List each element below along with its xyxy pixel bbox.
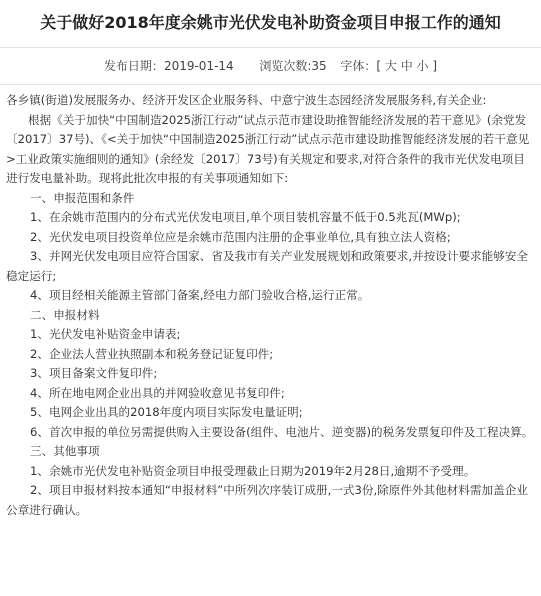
materials-item-1: 1、光伏发电补贴资金申请表; bbox=[30, 327, 181, 341]
font-size-small-link[interactable]: 小 bbox=[416, 59, 429, 73]
materials-item-4: 4、所在地电网企业出具的并网验收意见书复印件; bbox=[30, 385, 285, 400]
materials-item-2: 2、企业法人营业执照副本和税务登记证复印件; bbox=[30, 346, 274, 361]
font-size-bracket-close: ] bbox=[432, 59, 438, 73]
font-size-large-link[interactable]: 大 bbox=[384, 59, 397, 73]
article-title: 关于做好2018年度余姚市光伏发电补助资金项目申报工作的通知 bbox=[40, 13, 501, 32]
other-item-2: 2、项目申报材料按本通知“申报材料”中所列次序装订成册,一式3份,除原件外其他材料需加盖企业公章进行确认。 bbox=[6, 483, 528, 517]
font-size-bracket-open: [ bbox=[376, 59, 382, 73]
salutation-paragraph: 各乡镇(街道)发展服务办、经济开发区企业服务科、中意宁波生态园经济发展服务科,有关企业: bbox=[6, 93, 487, 107]
article-meta-bar bbox=[0, 48, 541, 84]
font-size-label: 字体： bbox=[340, 59, 377, 73]
scope-item-2: 2、光伏发电项目投资单位应是余姚市范围内注册的企事业单位,具有独立法人资格; bbox=[30, 229, 451, 244]
intro-paragraph: 根据《关于加快“中国制造2025浙江行动”试点示范市建设助推智能经济发展的若干意见》(余党发〔2017〕37号)、《<关于加快“中国制造2025浙江行动”试点示范市建设助推智能经济发展的若干意见>工业政策实施细则的通知》(余经发〔2017〕73号)有关规定和要求,对符合条件的我市光伏发电项目进行发电量补助。现将此批次申报的有关事项通知如下: bbox=[6, 112, 530, 185]
publish-date-value: 2019-01-14 bbox=[163, 59, 234, 73]
scope-item-4: 4、项目经相关能源主管部门备案,经电力部门验收合格,运行正常。 bbox=[30, 288, 370, 302]
materials-item-3: 3、项目备案文件复印件; bbox=[30, 366, 158, 380]
scope-item-1: 1、在余姚市范围内的分布式光伏发电项目,单个项目装机容量不低于0.5兆瓦(MWp); bbox=[30, 210, 461, 224]
materials-item-5: 5、电网企业出具的2018年度内项目实际发电量证明; bbox=[30, 405, 303, 419]
section-heading-materials: 二、申报材料 bbox=[30, 307, 100, 322]
section-heading-scope: 一、申报范围和条件 bbox=[30, 190, 135, 205]
font-size-medium-link[interactable]: 中 bbox=[400, 59, 413, 73]
materials-item-6: 6、首次申报的单位另需提供购入主要设备(组件、电池片、逆变器)的税务发票复印件及工程决算。 bbox=[30, 424, 534, 439]
view-count-value: 35 bbox=[311, 59, 327, 73]
view-count-label: 浏览次数: bbox=[259, 59, 312, 73]
scope-item-3: 3、并网光伏发电项目应符合国家、省及我市有关产业发展规划和政策要求,并按设计要求能够安全稳定运行; bbox=[6, 249, 529, 283]
other-item-1: 1、余姚市光伏发电补贴资金项目申报受理截止日期为2019年2月28日,逾期不予受理。 bbox=[30, 463, 476, 478]
publish-date-label: 发布日期： bbox=[103, 59, 164, 73]
article-body bbox=[0, 91, 541, 520]
meta-divider-bottom bbox=[0, 84, 541, 85]
section-heading-other: 三、其他事项 bbox=[30, 444, 100, 458]
